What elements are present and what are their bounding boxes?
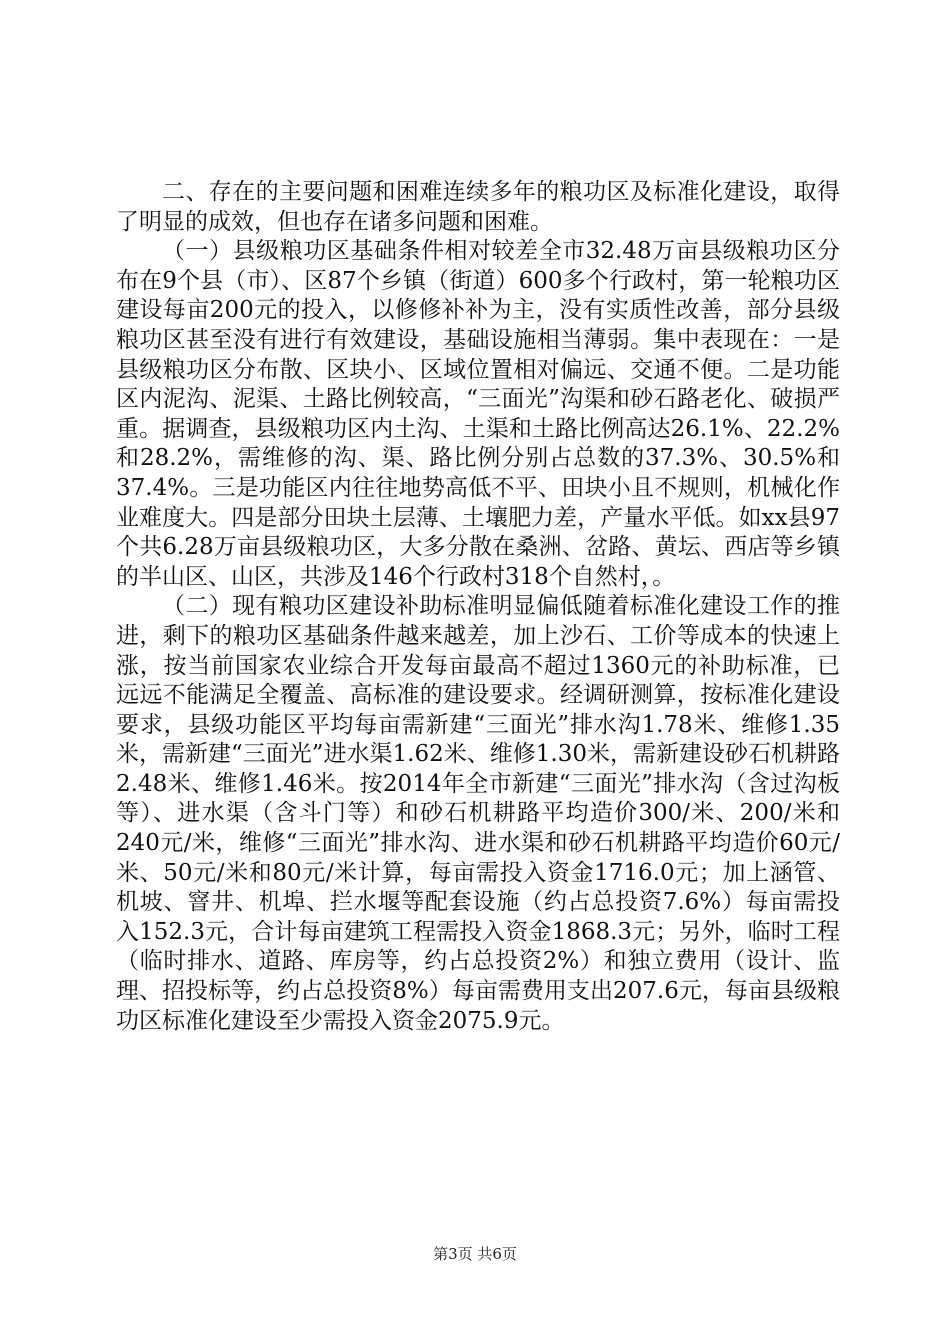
page-number-footer: 第3页 共6页 (433, 1245, 517, 1263)
paragraph-section-two: 二、存在的主要问题和困难连续多年的粮功区及标准化建设，取得了明显的成效，但也存在诸多问题和困难。 (116, 179, 840, 235)
paragraph-item-one: （一）县级粮功区基础条件相对较差全市32.48万亩县级粮功区分布在9个县（市）、区87个乡镇（街道）600多个行政村，第一轮粮功区建设每亩200元的投入，以修修补补为主，没有实质性改善，部分县级粮功区甚至没有进行有效建设，基础设施相当薄弱。集中表现在：一是县级粮功区分布散、区块小、区域位置相对偏远、交通不便。二是功能区内泥沟、泥渠、土路比例较高，“三面光”沟渠和砂石路老化、破损严重。据调查，县级粮功区内土沟、土渠和土路比例高达26.1%、22.2%和28.2%，需维修的沟、渠、路比例分别占总数的37.3%、30.5%和37.4%。三是功能区内往往地势高低不平、田块小且不规则，机械化作业难度大。四是部分田块土层薄、土壤肥力差，产量水平低。如xx县97个共6.28万亩县级粮功区，大多分散在桑洲、岔路、黄坛、西店等乡镇的半山区、山区，共涉及146个行政村318个自然村，。 (116, 238, 840, 590)
paragraph-item-two: （二）现有粮功区建设补助标准明显偏低随着标准化建设工作的推进，剩下的粮功区基础条件越来越差，加上沙石、工价等成本的快速上涨，按当前国家农业综合开发每亩最高不超过1360元的补助标准，已远远不能满足全覆盖、高标准的建设要求。经调研测算，按标准化建设要求，县级功能区平均每亩需新建“三面光”排水沟1.78米、维修1.35米，需新建“三面光”进水渠1.62米、维修1.30米，需新建设砂石机耕路2.48米、维修1.46米。按2014年全市新建“三面光”排水沟（含过沟板等）、进水渠（含斗门等）和砂石机耕路平均造价300/米、200/米和240元/米，维修“三面光”排水沟、进水渠和砂石机耕路平均造价60元/米、50元/米和80元/米计算，每亩需投入资金1716.0元；加上涵管、机坡、窨井、机埠、拦水堰等配套设施（约占总投资7.6%）每亩需投入152.3元，合计每亩建筑工程需投入资金1868.3元；另外，临时工程（临时排水、道路、库房等，约占总投资2%）和独立费用（设计、监理、招投标等，约占总投资8%）每亩需费用支出207.6元，每亩县级粮功区标准化建设至少需投入资金2075.9元。 (116, 593, 840, 1034)
document-body (116, 178, 840, 1036)
